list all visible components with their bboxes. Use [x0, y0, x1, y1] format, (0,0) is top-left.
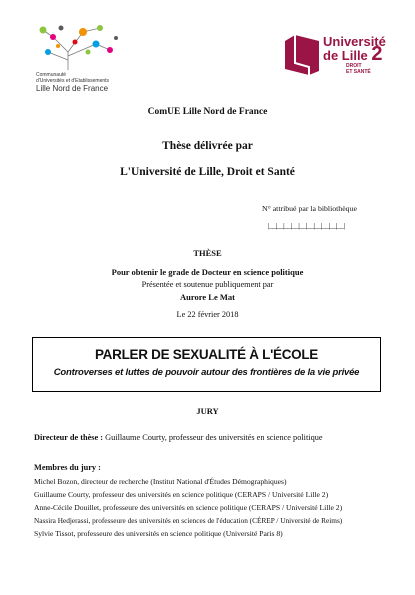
thesis-subtitle: Controverses et luttes de pouvoir autour des frontières de la vie privée	[53, 367, 360, 378]
members-label: Membres du jury :	[34, 463, 101, 472]
director-text: Guillaume Courty, professeur des universités en science politique	[105, 433, 323, 442]
comue-line-1: Communauté	[36, 72, 67, 78]
universite-number: 2	[371, 43, 383, 65]
universite-title-line1: Université	[323, 34, 386, 49]
jury-member: Guillaume Courty, professeur des universités en science politique (CERAPS / Université Lille 2)	[34, 490, 329, 499]
degree: Pour obtenir le grade de Docteur en science politique	[111, 267, 304, 277]
jury-member: Sylvie Tissot, professeure des universités en science politique (Université Paris 8)	[34, 529, 283, 538]
universite-title-line2: de Lille	[323, 48, 368, 63]
universite-sub-line1: DROIT	[346, 63, 362, 69]
thesis-delivered-by: Thèse délivrée par	[162, 140, 253, 152]
universite-lille-title	[323, 34, 386, 65]
comue-tree-icon	[28, 22, 138, 72]
jury-label: JURY	[196, 406, 219, 416]
comue-logo-text	[36, 72, 146, 84]
comue-logo	[28, 22, 138, 97]
universite-lille-emblem-icon	[285, 35, 319, 75]
universite-subtitle	[346, 63, 371, 75]
author: Aurore Le Mat	[180, 292, 235, 302]
universite-lille-logo	[285, 35, 395, 85]
jury-member: Michel Bozon, directeur de recherche (Institut National d'Études Démographiques)	[34, 477, 287, 486]
institution: ComUE Lille Nord de France	[147, 107, 268, 117]
presented-by: Présentée et soutenue publiquement par	[141, 280, 274, 289]
universite-sub-line2: ET SANTÉ	[346, 69, 371, 75]
thesis-title-box	[32, 337, 381, 392]
library-number-label: N° attribué par la bibliothèque	[262, 204, 357, 213]
defense-date: Le 22 février 2018	[176, 310, 239, 319]
jury-member: Nassira Hedjerassi, professeure des universités en sciences de l'éducation (CÉREP / Université de Reims)	[34, 516, 343, 525]
thesis-title: PARLER DE SEXUALITÉ À L'ÉCOLE	[94, 347, 319, 362]
comue-line-3: Lille Nord de France	[36, 84, 109, 93]
thesis-label: THÈSE	[193, 248, 222, 258]
university-name: L'Université de Lille, Droit et Santé	[120, 166, 295, 178]
director-line	[34, 433, 323, 442]
director-label: Directeur de thèse :	[34, 433, 104, 442]
library-number-field: |__|__|__|__|__|__|__|__|__|__|	[268, 221, 345, 230]
comue-line-2: d'Universités et d'Etablissements	[36, 78, 110, 84]
jury-member: Anne-Cécile Douillet, professeure des universités en science politique (CERAPS / Université Lille 2)	[34, 503, 343, 512]
